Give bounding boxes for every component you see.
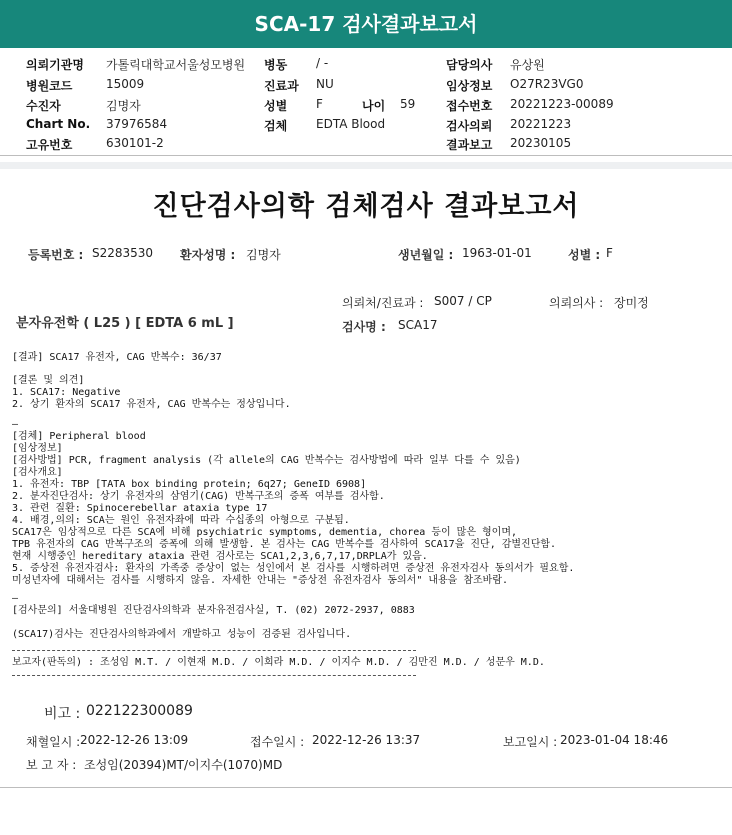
header-label: 의뢰기관명 <box>26 58 84 72</box>
header-value: F <box>316 97 323 111</box>
note-value: 022122300089 <box>86 703 193 719</box>
header-label: 성별 <box>264 99 288 113</box>
result-line: [결과] SCA17 유전자, CAG 반복수: 36/37 <box>12 352 222 363</box>
specimen-line: [검체] Peripheral blood <box>12 431 146 442</box>
header-value: 유상원 <box>510 58 545 72</box>
inquiry-line: [검사문의] 서울대병원 진단검사의학과 분자유전검사실, T. (02) 2072-2937, 0883 <box>12 605 415 616</box>
collected-value: 2022-12-26 13:09 <box>80 733 189 747</box>
header-label: 병동 <box>264 58 288 72</box>
overview-heading: [검사개요] <box>12 467 63 478</box>
overview-line: 3. 관련 질환: Spinocerebellar ataxia type 17 <box>12 503 268 514</box>
test-name-label: 검사명 : <box>342 320 386 334</box>
reporters-line: 보고자(판독의) : 조성임 M.T. / 이현재 M.D. / 이희라 M.D. / 이지수 M.D. / 김만진 M.D. / 성문우 M.D. <box>12 657 545 668</box>
reported-value: 2023-01-04 18:46 <box>560 733 669 747</box>
header-value: O27R23VG0 <box>510 77 584 91</box>
header-label: 진료과 <box>264 79 299 93</box>
overview-line: SCA17은 임상적으로 다른 SCA에 비해 psychiatric symptoms, dementia, chorea 등이 많은 형이며, <box>12 527 518 538</box>
header-label: 담당의사 <box>446 58 493 72</box>
header-value: 20221223-00089 <box>510 97 614 111</box>
overview-line: 1. 유전자: TBP [TATA box binding protein; 6q27; GeneID 6908] <box>12 479 367 490</box>
conclusion-line: 2. 상기 환자의 SCA17 유전자, CAG 반복수는 정상입니다. <box>12 399 291 410</box>
received-label: 접수일시 : <box>250 735 305 749</box>
doctor-value: 장미정 <box>614 296 649 310</box>
header-value: 37976584 <box>106 117 168 131</box>
dash-divider: — <box>12 419 19 430</box>
reg-no-label: 등록번호 : <box>28 248 84 262</box>
header-label: 접수번호 <box>446 99 493 113</box>
sex-value: F <box>606 246 613 260</box>
reported-label: 보고일시 : <box>503 735 558 749</box>
overview-line: 2. 분자진단검사: 상기 유전자의 삼염기(CAG) 반복구조의 증폭 여부를 검사함. <box>12 491 385 502</box>
validation-note: (SCA17)검사는 진단검사의학과에서 개발하고 성능이 검증된 검사입니다. <box>12 629 352 640</box>
overview-line: 5. 증상전 유전자검사: 환자의 가족중 증상이 없는 성인에서 본 검사를 시행하려면 증상전 유전자검사 동의서가 필요함. <box>12 563 575 574</box>
patient-name-label: 환자성명 : <box>180 248 236 262</box>
header-value: 59 <box>400 97 416 111</box>
dashed-rule <box>12 675 416 676</box>
header-label: 나이 <box>362 99 386 113</box>
conclusion-line: 1. SCA17: Negative <box>12 387 121 398</box>
report-title: 진단검사의학 검체검사 결과보고서 <box>152 191 580 222</box>
doctor-label: 의뢰의사 : <box>549 296 604 310</box>
header-label: Chart No. <box>26 117 91 131</box>
header-value: NU <box>316 77 334 91</box>
reg-no-value: S2283530 <box>92 246 154 260</box>
header-value: 15009 <box>106 77 145 91</box>
header-divider <box>0 155 732 156</box>
sex-label: 성별 : <box>568 248 601 262</box>
header-value: 김명자 <box>106 99 141 113</box>
overview-line: 4. 배경,의의: SCA는 원인 유전자좌에 따라 수십종의 아형으로 구분됨. <box>12 515 350 526</box>
header-value: 20221223 <box>510 117 572 131</box>
conclusion-heading: [결론 및 의견] <box>12 375 85 386</box>
header-value: 가톨릭대학교서울성모병원 <box>106 58 246 72</box>
section-heading: 분자유전학 ( L25 ) [ EDTA 6 mL ] <box>16 316 234 331</box>
patient-name-value: 김명자 <box>246 248 281 262</box>
dob-label: 생년월일 : <box>398 248 454 262</box>
dob-value: 1963-01-01 <box>462 246 532 260</box>
dashed-rule <box>12 650 416 651</box>
collected-label: 채혈일시 : <box>26 735 81 749</box>
header-value: EDTA Blood <box>316 117 386 131</box>
reporter-label: 보 고 자 : <box>26 758 77 772</box>
header-value: 20230105 <box>510 136 572 150</box>
header-value: / - <box>316 56 329 70</box>
header-value: 630101-2 <box>106 136 164 150</box>
header-label: 수진자 <box>26 99 61 113</box>
note-label: 비고 : <box>44 706 81 722</box>
method-line: [검사방법] PCR, fragment analysis (각 allele의 CAG 반복수는 검사방법에 따라 일부 다를 수 있음) <box>12 455 521 466</box>
overview-line: 현재 시행중인 hereditary ataxia 관련 검사로는 SCA1,2,3,6,7,17,DRPLA가 있음. <box>12 551 428 562</box>
test-name-value: SCA17 <box>398 318 438 332</box>
header-label: 결과보고 <box>446 138 493 152</box>
dash-divider: — <box>12 593 19 604</box>
dept-label: 의뢰처/진료과 : <box>342 296 424 310</box>
clinical-info-line: [임상정보] <box>12 443 63 454</box>
header-label: 검체 <box>264 119 288 133</box>
overview-line: 미성년자에 대해서는 검사를 시행하지 않음. 자세한 안내는 "증상전 유전자검사 동의서" 내용을 참조바람. <box>12 575 509 586</box>
banner-title: SCA-17 검사결과보고서 <box>254 12 478 36</box>
dept-value: S007 / CP <box>434 294 492 308</box>
header-label: 검사의뢰 <box>446 119 493 133</box>
section-separator <box>0 162 732 169</box>
received-value: 2022-12-26 13:37 <box>312 733 421 747</box>
header-label: 고유번호 <box>26 138 73 152</box>
footer-divider <box>0 787 732 788</box>
overview-line: TPB 유전자의 CAG 반복구조의 증폭에 의해 발생함. 본 검사는 CAG 반복수를 검사하여 SCA17을 진단, 감별진단함. <box>12 539 557 550</box>
header-label: 병원코드 <box>26 79 73 93</box>
reporter-value: 조성임(20394)MT/이지수(1070)MD <box>84 758 283 772</box>
header-label: 임상정보 <box>446 79 493 93</box>
